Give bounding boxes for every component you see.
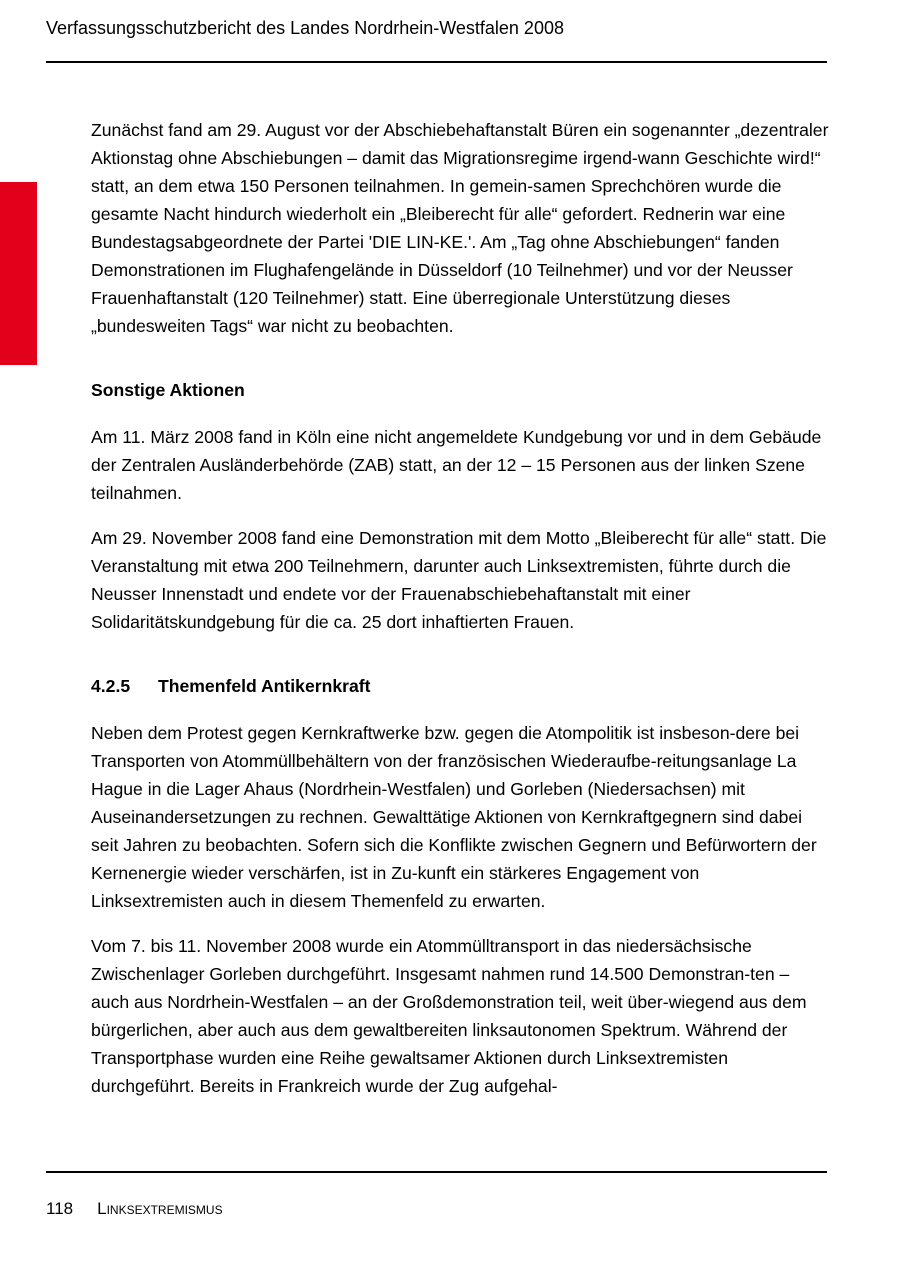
page-body	[91, 116, 831, 1100]
paragraph: Am 11. März 2008 fand in Köln eine nicht angemeldete Kundgebung vor und in dem Gebäude der Zentralen Ausländerbehörde (ZAB) statt, an der 12 – 15 Personen aus der linken Szene teilnahmen.	[91, 427, 822, 503]
section-number: 4.2.5	[91, 676, 131, 696]
footer-rule	[46, 1171, 827, 1173]
paragraph: Vom 7. bis 11. November 2008 wurde ein Atommülltransport in das niedersächsische Zwischenlager Gorleben durchgeführt. Insgesamt nahmen rund 14.500 Demonstran-ten – auch aus Nordrhein-Westfalen – an der Großdemonstration teil, weit über-wiegend aus dem bürgerlichen, aber auch aus dem gewaltbereiten linksautonomen Spektrum. Während der Transportphase wurden eine Reihe gewaltsamer Aktionen durch Linksextremisten durchgeführt. Bereits in Frankreich wurde der Zug aufgehal-	[91, 936, 807, 1096]
running-header: Verfassungsschutzbericht des Landes Nordrhein-Westfalen 2008	[46, 18, 564, 38]
chapter-tab-marker	[0, 182, 37, 365]
paragraph: Am 29. November 2008 fand eine Demonstration mit dem Motto „Bleiberecht für alle“ statt. Die Veranstaltung mit etwa 200 Teilnehmern, darunter auch Linksextremisten, führte durch die Neusser Innenstadt und endete vor der Frauenabschiebehaftanstalt mit einer Solidaritätskundgebung für die ca. 25 dort inhaftierten Frauen.	[91, 528, 827, 632]
paragraph: Neben dem Protest gegen Kernkraftwerke bzw. gegen die Atompolitik ist insbeson-dere bei Transporten von Atommüllbehältern von der französischen Wiederaufbe-reitungsanlage La Hague in die Lager Ahaus (Nordrhein-Westfalen) und Gorleben (Niedersachsen) mit Auseinandersetzungen zu rechnen. Gewalttätige Aktionen von Kernkraftgegnern sind dabei seit Jahren zu beobachten. Sofern sich die Konflikte zwischen Gegnern und Befürwortern der Kernenergie wieder verschärfen, ist in Zu-kunft ein stärkeres Engagement von Linksextremisten auch in diesem Themenfeld zu erwarten.	[91, 723, 817, 911]
page-footer	[46, 1199, 223, 1219]
section-title: Themenfeld Antikernkraft	[158, 676, 371, 696]
header-rule	[46, 61, 827, 63]
page-number: 118	[46, 1199, 74, 1218]
section-name: Linksextremismus	[97, 1199, 223, 1218]
subheading: Sonstige Aktionen	[91, 380, 245, 400]
paragraph: Zunächst fand am 29. August vor der Abschiebehaftanstalt Büren ein sogenannter „dezentraler Aktionstag ohne Abschiebungen – damit das Migrationsregime irgend-wann Geschichte wird!“ statt, an dem etwa 150 Personen teilnahmen. In gemein-samen Sprechchören wurde die gesamte Nacht hindurch wiederholt ein „Bleiberecht für alle“ gefordert. Rednerin war eine Bundestagsabgeordnete der Partei 'DIE LIN-KE.'. Am „Tag ohne Abschiebungen“ fanden Demonstrationen im Flughafengelände in Düsseldorf (10 Teilnehmer) und vor der Neusser Frauenhaftanstalt (120 Teilnehmer) statt. Eine überregionale Unterstützung dieses „bundesweiten Tags“ war nicht zu beobachten.	[91, 120, 829, 336]
section-heading	[91, 672, 831, 700]
